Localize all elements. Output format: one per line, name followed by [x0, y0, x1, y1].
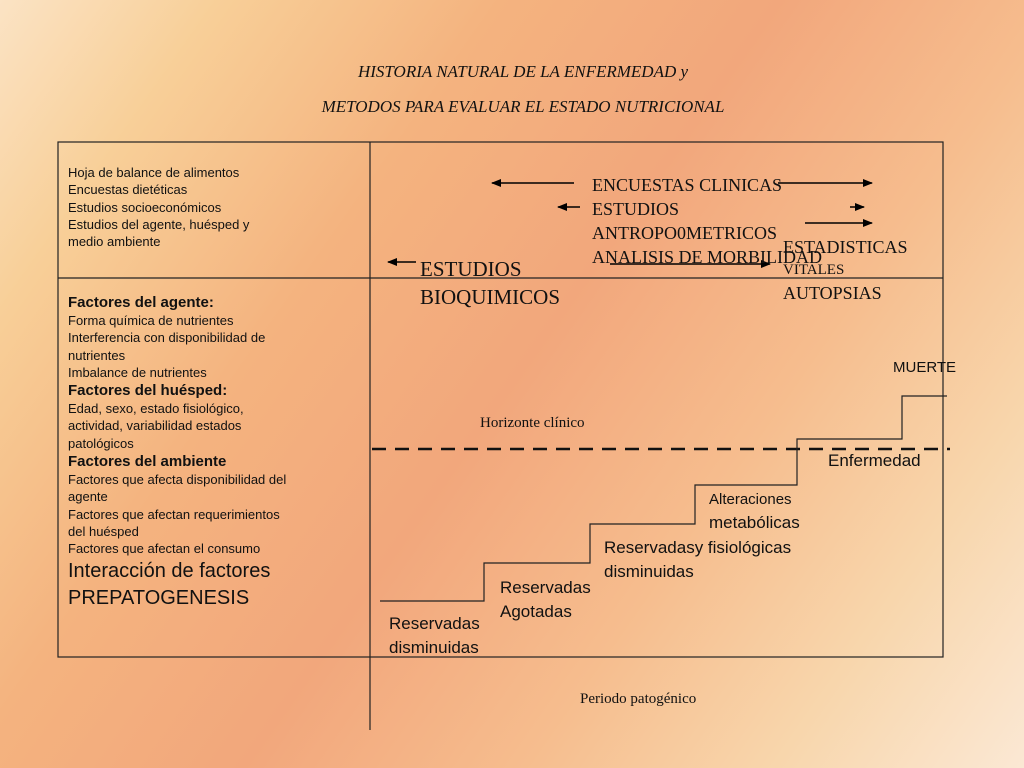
- list-item: nutrientes: [68, 347, 126, 363]
- death-label: MUERTE: [893, 359, 957, 376]
- list-item: Hoja de balance de alimentos: [68, 165, 240, 180]
- title-line-2: METODOS PARA EVALUAR EL ESTADO NUTRICIONAL: [321, 97, 725, 116]
- list-item: Factores que afecta disponibilidad del: [68, 472, 287, 488]
- autopsies-label: AUTOPSIAS: [783, 283, 882, 303]
- reduced-reserves-label: Reservadas: [389, 614, 480, 633]
- physiological-reduced-label: disminuidas: [604, 562, 694, 581]
- list-item: Factores que afectan el consumo: [68, 541, 261, 557]
- list-item: Estudios socioeconómicos: [68, 199, 222, 215]
- pathogenic-period-label: Periodo patogénico: [580, 691, 697, 707]
- left-bottom-factors: [68, 293, 366, 612]
- exhausted-label: Agotadas: [500, 602, 572, 621]
- list-item: Edad, sexo, estado fisiológico,: [68, 401, 244, 417]
- anthropometric-label: ANTROPO0METRICOS: [592, 223, 778, 243]
- alterations-label: Alteraciones: [709, 491, 792, 508]
- interaction-label: Interacción de factores: [68, 559, 271, 582]
- statistics-label: ESTADISTICAS: [783, 237, 908, 257]
- list-item: Encuestas dietéticas: [68, 182, 188, 198]
- clinical-surveys-label: ENCUESTAS CLINICAS: [592, 175, 783, 195]
- list-item: Estudios del agente, huésped y: [68, 216, 250, 232]
- list-item: Forma química de nutrientes: [68, 313, 234, 328]
- prepathogenesis-label: PREPATOGENESIS: [68, 586, 250, 609]
- exhausted-reserves-label: Reservadas: [500, 578, 591, 597]
- left-top-list: [68, 164, 363, 250]
- biochemical-studies-label: ESTUDIOS BIOQUIMICOS: [420, 257, 561, 309]
- disease-label: Enfermedad: [828, 451, 921, 470]
- reduced-label: disminuidas: [389, 638, 479, 657]
- list-item: agente: [68, 489, 108, 505]
- physiological-reserves-label: Reservadasy fisiológicas: [604, 538, 792, 557]
- title-line-1: HISTORIA NATURAL DE LA ENFERMEDAD y: [357, 62, 689, 81]
- morbidity-analysis-label: ANALISIS DE MORBILIDAD: [592, 247, 822, 267]
- studies-label: ESTUDIOS: [592, 199, 680, 219]
- clinical-horizon-label: Horizonte clínico: [480, 415, 585, 431]
- list-item: medio ambiente: [68, 234, 161, 250]
- host-factors-header: Factores del huésped:: [68, 382, 228, 400]
- list-item: actividad, variabilidad estados: [68, 418, 242, 434]
- vital-label: VITALES: [783, 262, 845, 278]
- list-item: Interferencia con disponibilidad de: [68, 330, 266, 346]
- list-item: del huésped: [68, 523, 139, 539]
- list-item: Imbalance de nutrientes: [68, 364, 207, 380]
- list-item: patológicos: [68, 435, 134, 451]
- metabolic-label: metabólicas: [709, 513, 800, 532]
- environment-factors-header: Factores del ambiente: [68, 453, 227, 471]
- agent-factors-header: Factores del agente:: [68, 294, 214, 311]
- list-item: Factores que afectan requerimientos: [68, 506, 280, 522]
